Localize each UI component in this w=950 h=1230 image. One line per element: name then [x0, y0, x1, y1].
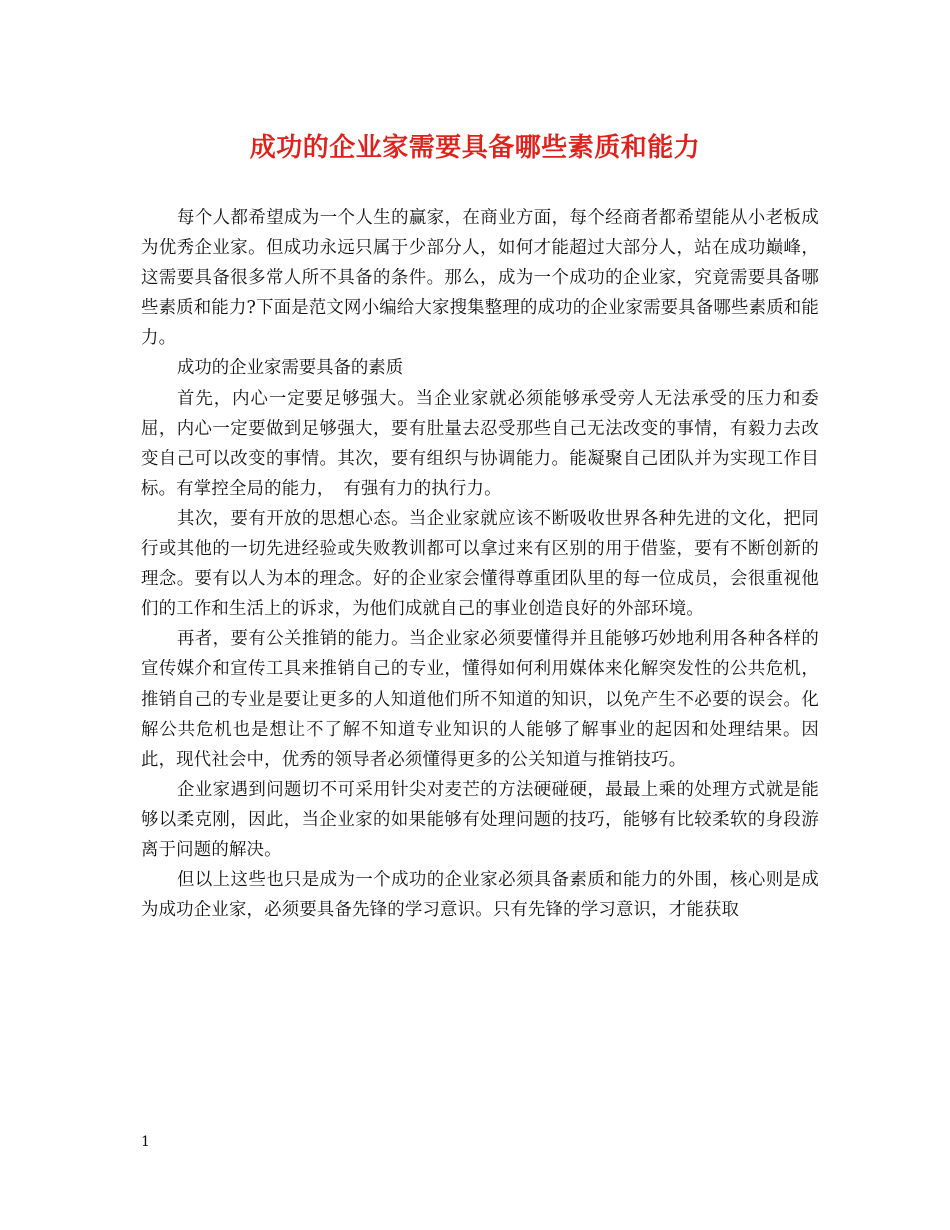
paragraph-open-mindset: 其次，要有开放的思想心态。当企业家就应该不断吸收世界各种先进的文化，把同行或其他的一切先进经验或失败教训都可以拿过来有区别的用于借鉴，要有不断创新的理念。要有以人为本的理念。好的企业家会懂得尊重团队里的每一位成员，会很重视他们的工作和生活上的诉求，为他们成就自己的事业创造良好的外部环境。: [141, 508, 819, 620]
paragraph-public-relations: 再者，要有公关推销的能力。当企业家必须要懂得并且能够巧妙地利用各种各样的宣传媒介和宣传工具来推销自己的专业，懂得如何利用媒体来化解突发性的公共危机，推销自己的专业是要让更多的人知道他们所不知道的知识，以免产生不必要的误会。化解公共危机也是想让不了解不知道专业知识的人能够了解事业的起因和处理结果。因此，现代社会中，优秀的领导者必须懂得更多的公关知道与推销技巧。: [141, 629, 819, 770]
paragraph-inner-strength: 首先，内心一定要足够强大。当企业家就必须能够承受旁人无法承受的压力和委屈，内心一定要做到足够强大，要有肚量去忍受那些自己无法改变的事情，有毅力去改变自己可以改变的事情。其次，要有组织与协调能力。能凝聚自己团队并为实现工作目标。有掌控全局的能力， 有强有力的执行力。: [141, 388, 819, 499]
document-title: 成功的企业家需要具备哪些素质和能力: [249, 133, 701, 163]
section-heading: 成功的企业家需要具备的素质: [177, 358, 404, 379]
document-body: [141, 203, 819, 925]
intro-paragraph: 每个人都希望成为一个人生的赢家，在商业方面，每个经商者都希望能从小老板成为优秀企业家。但成功永远只属于少部分人，如何才能超过大部分人，站在成功巅峰，这需要具备很多常人所不具备的条件。那么，成为一个成功的企业家，究竟需要具备哪些素质和能力?下面是范文网小编给大家搜集整理的成功的企业家需要具备哪些素质和能力。: [141, 208, 819, 349]
page-number: 1: [141, 1134, 150, 1150]
paragraph-learning-awareness: 但以上这些也只是成为一个成功的企业家必须具备素质和能力的外围，核心则是成为成功企业家，必须要具备先锋的学习意识。只有先锋的学习意识，才能获取: [141, 870, 819, 921]
paragraph-problem-handling: 企业家遇到问题切不可采用针尖对麦芒的方法硬碰硬，最最上乘的处理方式就是能够以柔克刚，因此，当企业家的如果能够有处理问题的技巧，能够有比较柔软的身段游离于问题的解决。: [141, 779, 819, 860]
